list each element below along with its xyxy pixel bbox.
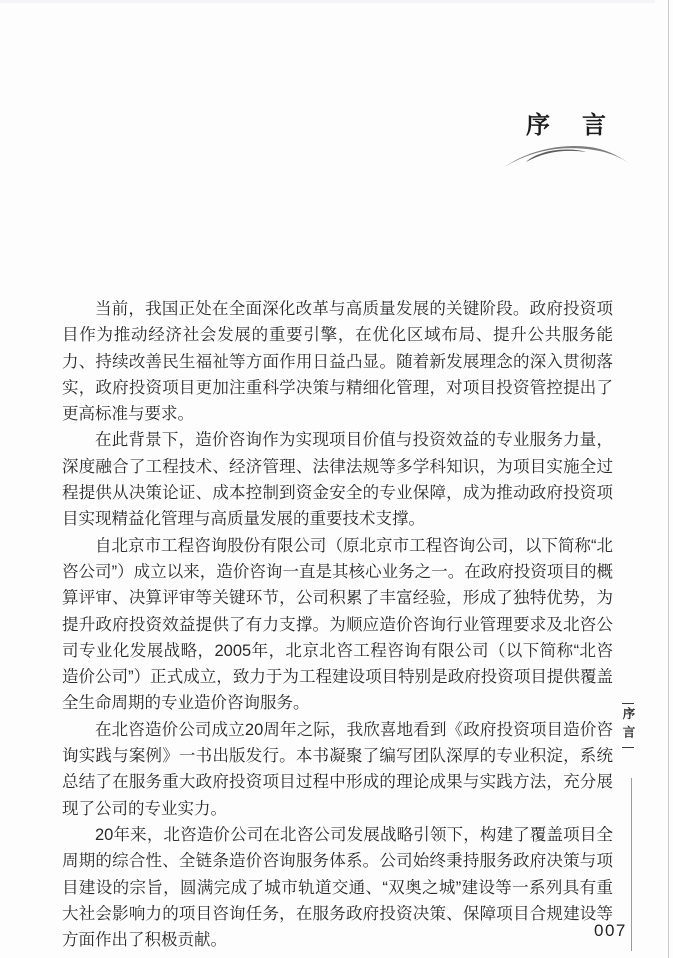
preface-paragraph: 在北咨造价公司成立20周年之际，我欣喜地看到《政府投资项目造价咨询实践与案例》一书出版发行。本书凝聚了编写团队深厚的专业积淀，系统总结了在服务重大政府投资项目过程中形成的理论成果与实践方法，充分展现了公司的专业实力。: [62, 720, 613, 818]
preface-body: [62, 296, 613, 953]
scan-top-edge: [0, 0, 655, 3]
page-title: 序 言: [526, 113, 610, 139]
page-number: 007: [594, 921, 627, 940]
brush-stroke-icon: [504, 142, 632, 168]
preface-paragraph: 自北京市工程咨询股份有限公司（原北京市工程咨询公司，以下简称“北咨公司”）成立以来，造价咨询一直是其核心业务之一。在政府投资项目的概算评审、决算评审等关键环节，公司积累了丰富经验，形成了独特优势，为提升政府投资效益提供了有力支撑。为顺应造价咨询行业管理要求及北咨公司专业化发展战略，2005年，北京北咨工程咨询有限公司（以下简称“北咨造价公司”）正式成立，致力于为工程建设项目特别是政府投资项目提供覆盖全生命周期的专业造价咨询服务。: [62, 536, 613, 713]
page-edge-line: [668, 0, 669, 958]
side-tab-rule-top: [622, 703, 634, 704]
preface-paragraph: 当前，我国正处在全面深化改革与高质量发展的关键阶段。政府投资项目作为推动经济社会发展的重要引擎，在优化区域布局、提升公共服务能力、持续改善民生福祉等方面作用日益凸显。随着新发展理念的深入贯彻落实，政府投资项目更加注重科学决策与精细化管理，对项目投资管控提出了更高标准与要求。: [62, 300, 613, 424]
side-tab-rule-bottom: [622, 747, 634, 748]
margin-rule: [631, 778, 632, 951]
preface-paragraph: 20年来，北咨造价公司在北咨公司发展战略引领下，构建了覆盖项目全周期的综合性、全链条造价咨询服务体系。公司始终秉持服务政府决策与项目建设的宗旨，圆满完成了城市轨道交通、“双奥之城”建设等一系列具有重大社会影响力的项目咨询任务，在服务政府投资决策、保障项目合规建设等方面作出了积极贡献。: [62, 825, 613, 950]
preface-paragraph: 在此背景下，造价咨询作为实现项目价值与投资效益的专业服务力量，深度融合了工程技术、经济管理、法律法规等多学科知识，为项目实施全过程提供从决策论证、成本控制到资金安全的专业保障，成为推动政府投资项目实现精益化管理与高质量发展的重要技术支撑。: [62, 431, 613, 529]
title-block: [498, 105, 638, 168]
side-tab-label: 序言: [621, 707, 635, 744]
chapter-side-tab: [620, 703, 636, 748]
